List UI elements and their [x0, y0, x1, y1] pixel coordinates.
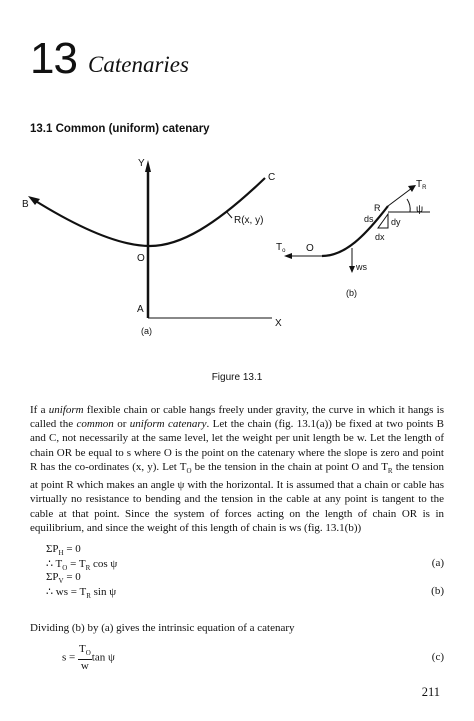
chapter-title: Catenaries: [88, 52, 189, 77]
chain-segment: [322, 206, 388, 256]
label-ds: ds: [364, 214, 374, 224]
y-axis-arrow: [145, 160, 151, 172]
equation-a-label: (a): [431, 557, 444, 569]
catenary-curve: [34, 178, 265, 246]
equation-c: s = $\frac{T_O}{w}$ tan ψ: [62, 643, 115, 673]
label-to: $T_o$: [276, 242, 286, 254]
label-dy: dy: [391, 217, 401, 227]
label-c: C: [268, 172, 276, 183]
diagram-a: [22, 158, 282, 336]
label-r: R(x, y): [234, 215, 264, 226]
label-o-b: O: [306, 243, 314, 254]
intro-sentence: Dividing (b) by (a) gives the intrinsic equation of a catenary: [30, 622, 295, 634]
label-o: O: [137, 253, 145, 264]
label-ws: ws: [356, 262, 367, 272]
equation-c-label: (c): [431, 651, 444, 663]
label-a: A: [137, 304, 144, 315]
psi-arc: [407, 199, 410, 212]
chapter-number: 13: [30, 34, 77, 83]
label-x: X: [275, 318, 282, 329]
sublabel-b: (b): [346, 288, 357, 298]
figure-caption: Figure 13.1: [211, 372, 263, 383]
label-dx: dx: [375, 232, 385, 242]
fraction: $\frac{T_O}{w}$: [78, 643, 91, 673]
equation-sum-vertical: $\Sigma P_V = 0$: [46, 571, 81, 586]
equation-a: ∴ $T_O = T_R$ cos ψ: [46, 558, 118, 573]
diagram-b: [276, 179, 430, 298]
label-b: B: [22, 199, 29, 210]
body-paragraph: If a uniform flexible chain or cable hangs freely under gravity, the curve in which it hangs is called the common or uniform catenary. Let the chain (fig. 13.1(a)) be fixed at two points B and C, not necessarily at the same level, let the weight per unit length be w. Let the length of chain OR be equal to s where O is the point on the catenary where the slope is zero and point R has the co-ordinates (x, y). Let $T_O$ be the tension in the chain at point O and $T_R$ the tension at point R which makes an angle ψ with the horizontal. It is assumed that a chain or cable has virtually no resistance to bending and the tension in the cable at any point is tangent to the cable at that point. Since the system of forces acting on the length of chain OR is in equilibrium, and since the weight of this length of chain is ws (fig. 13.1(b)): [30, 404, 444, 534]
label-tr: $T_R$: [416, 179, 427, 191]
tension-r-arrow: [408, 185, 416, 192]
equation-b-label: (b): [431, 585, 444, 597]
label-psi: ψ: [416, 204, 424, 215]
label-y: Y: [138, 158, 145, 169]
sublabel-a: (a): [141, 326, 152, 336]
r-pointer: [226, 211, 232, 218]
equation-sum-horizontal: $\Sigma P_H = 0$: [46, 543, 81, 558]
figure-13-1: [0, 150, 474, 370]
equation-b: ∴ ws = $T_R$ sin ψ: [46, 586, 117, 601]
page-number: 211: [421, 685, 440, 699]
weight-arrow: [349, 266, 355, 273]
label-r-b: R: [374, 203, 381, 213]
section-heading: 13.1 Common (uniform) catenary: [30, 123, 210, 135]
tension-r-line: [388, 188, 412, 206]
